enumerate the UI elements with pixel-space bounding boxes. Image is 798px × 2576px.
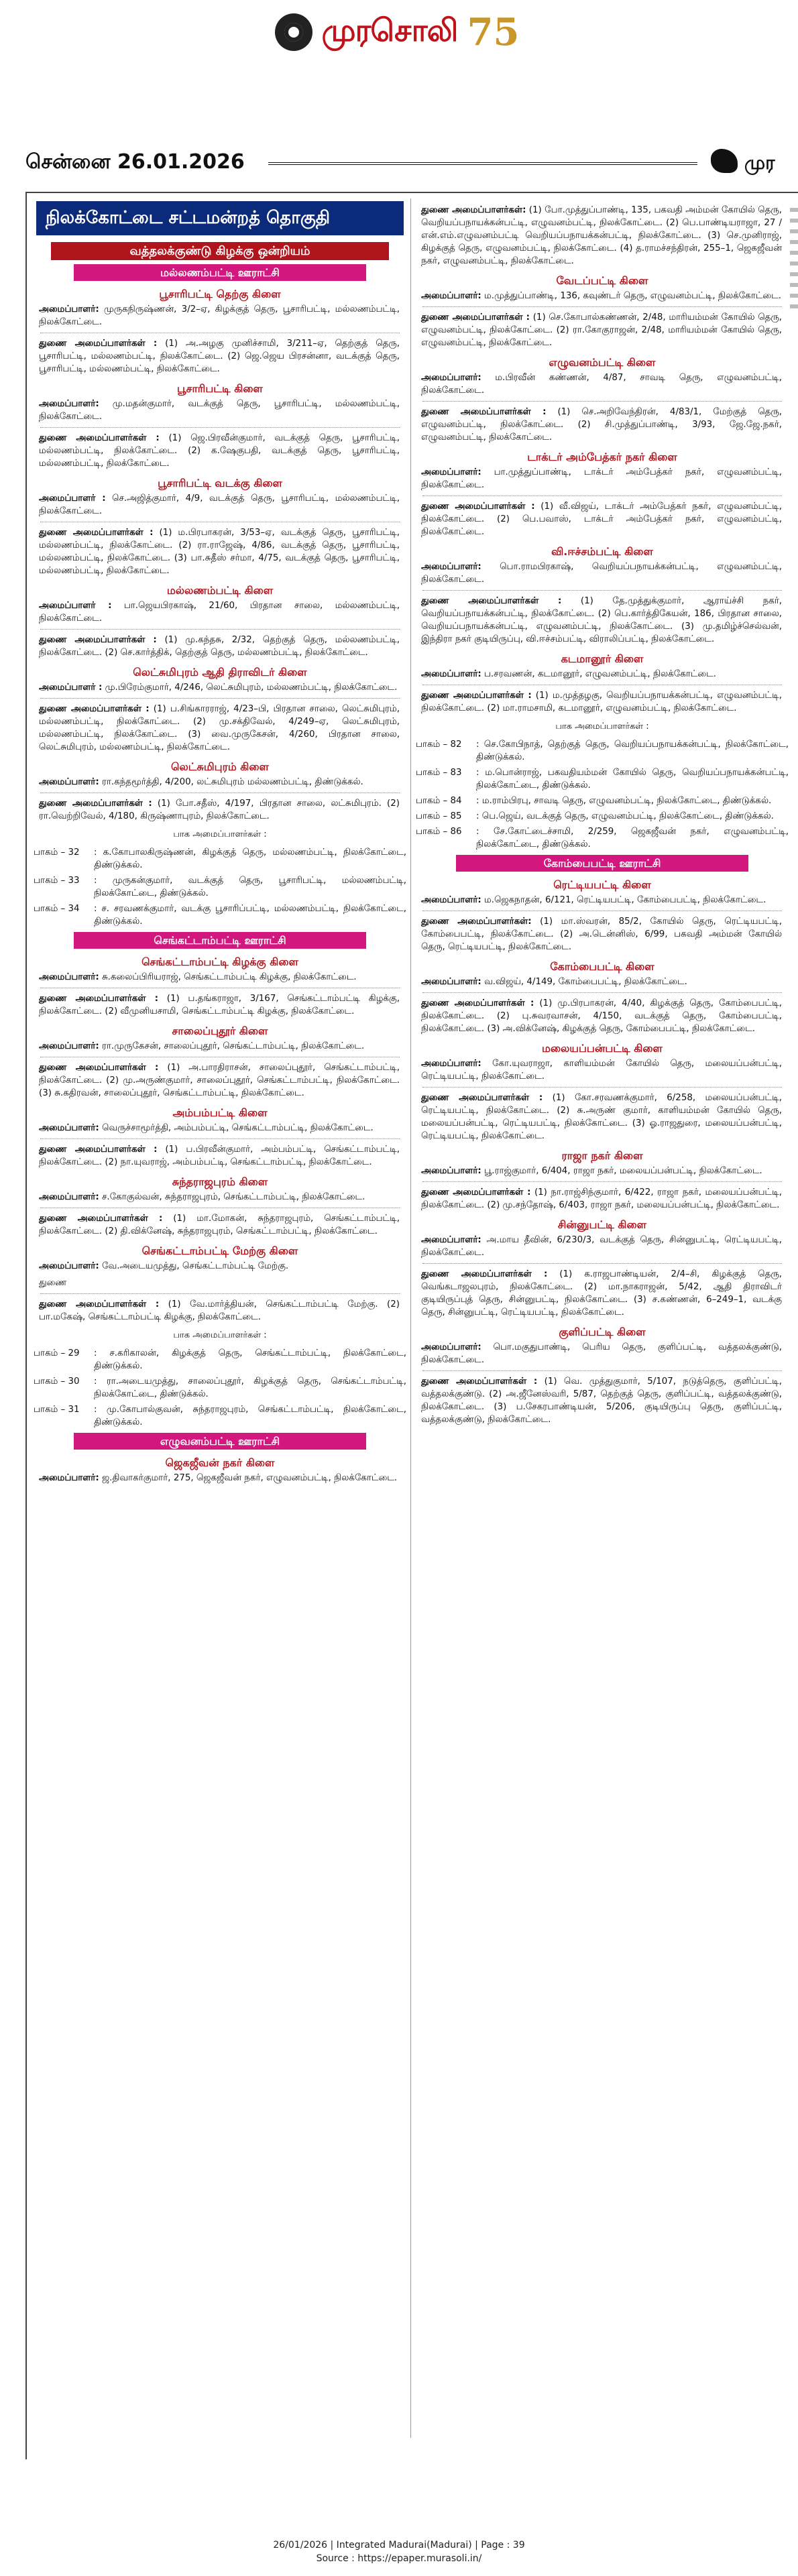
member-details: (1) ப.பிரவீன்குமார், அம்பம்பட்டி, செங்கட்டாம்பட்டி, நிலக்கோட்டை. (2) நா.யுவராஜ், அம்பம்பட்டி, செங்கட்டாம்பட்டி, நிலக்கோட்டை. [39,1145,400,1167]
booth-agent: : க.கோபாலகிருஷ்ணன், கிழக்குத் தெரு, மல்லணம்பட்டி, நிலக்கோட்டை, திண்டுக்கல். [94,847,406,870]
role-label: அமைப்பாளர்: [421,562,481,572]
member-details: ப.சரவணன், கடமானூர், எழுவனம்பட்டி, நிலக்கோட்டை. [481,669,717,679]
footer-edition: 26/01/2026 | Integrated Madurai(Madurai) | Page : 39 [273,2540,525,2551]
branch-heading: ராஜா நகர் கிளை [561,1149,643,1162]
member-details: (1) கோ.சரவணக்குமார், 6/258, மலையப்பன்பட்டி, ரெட்டியபட்டி, நிலக்கோட்டை. (2) சு.அருண் குமார், காளியம்மன் கோயில் தெரு, மலையப்பன்பட்டி, ரெட்டியபட்டி, நிலக்கோட்டை. (3) ஓ.ராஜதுரை, மலையப்பன்பட்டி, ரெட்டியபட்டி, நிலக்கோட்டை. [421,1093,782,1141]
member-entry [421,204,782,268]
member-entry [421,1186,782,1212]
member-details: (1) வே.மார்த்தியன், செங்கட்டாம்பட்டி மேற்கு. (2) பா.மகேஷ், செங்கட்டாம்பட்டி கிழக்கு, நிலக்கோட்டை. [39,1299,400,1322]
branch-heading: மலையப்பன்பட்டி கிளை [542,1042,663,1055]
role-label: அமைப்பாளர்: [421,467,481,477]
booth-entry [34,1403,406,1429]
member-entry [421,311,782,349]
branch-heading: எழுவனம்பட்டி கிளை [549,356,656,369]
role-label: துணை அமைப்பாளர்கள் : [39,1214,163,1224]
booth-agent: : மு.கோபால்குவன், சுந்தராஜபுரம், செங்கட்டாம்பட்டி, நிலக்கோட்டை, திண்டுக்கல். [94,1405,406,1427]
role-label: துணை அமைப்பாளர்கள் : [421,1187,531,1197]
member-entry [421,466,782,491]
branch-heading: செங்கட்டாம்பட்டி கிழக்கு கிளை [141,955,298,968]
dotted-separator [422,1181,782,1182]
booth-number: பாகம் – 86 [416,827,462,837]
member-entry [421,894,782,906]
logo [249,5,545,59]
booth-agent: : செ.கோபிநாத், தெற்குத் தெரு, வெறியப்பநாயக்கன்பட்டி, நிலக்கோட்டை, திண்டுக்கல். [476,740,789,762]
member-details: அ.மாய தீவின், 6/230/3, வடக்குத் தெரு, சின்னுபட்டி, ரெட்டியபட்டி, நிலக்கோட்டை. [421,1235,782,1258]
emblem-icon [275,13,312,51]
role-label: துணை அமைப்பாளர்கள் : [39,1063,159,1073]
brand-name: முரசொலி [321,11,458,48]
member-details: கோ.யுவராஜா, காளியம்மன் கோயில் தெரு, மலையப்பன்பட்டி, ரெட்டியபட்டி, நிலக்கோட்டை. [421,1059,782,1081]
role-label: துணை அமைப்பாளர்கள் : [421,998,534,1008]
member-details: மு.பிரேம்குமார், 4/246, லெட்சுமிபுரம், மல்லணம்பட்டி, நிலக்கோட்டை. [102,683,398,693]
member-details: (1) அ.அழகு முனிச்சாமி, 3/211–ஏ, தெற்குத் தெரு, பூசாரிபட்டி, மல்லணம்பட்டி, நிலக்கோட்டை. (2) ஜெ.ஜெய பிரசன்னா, வடக்குத் தெரு, பூசாரிபட்டி, மல்லணம்பட்டி, நிலக்கோட்டை. [39,339,400,374]
member-details: மு.மதன்குமார், வடக்குத் தெரு, பூசாரிபட்டி, மல்லணம்பட்டி, நிலக்கோட்டை. [39,399,400,422]
booth-section-heading: பாக அமைப்பாளர்கள் : [555,721,649,731]
branch-heading: அம்பம்பட்டி கிளை [172,1106,268,1119]
branch-heading: சுந்தராஜபுரம் கிளை [172,1175,268,1188]
dateline [0,143,798,184]
member-entry [39,337,400,375]
member-entry [421,689,782,715]
role-label: துணை அமைப்பாளர்கள் : [39,704,150,714]
member-entry [39,492,400,518]
member-entry [39,1212,400,1238]
member-details: (1) மு.பிரபாகரன், 4/40, கிழக்குத் தெரு, கோம்பைபட்டி, நிலக்கோட்டை. (2) பு.சுவரவாசன், 4/150, வடக்குத் தெரு, கோம்பைபட்டி, நிலக்கோட்டை. (3) அ.விக்னேஷ், கிழக்குத் தெரு, கோம்பைபட்டி, நிலக்கோட்டை. [421,998,782,1034]
member-entry [421,915,782,953]
booth-entry [416,738,789,764]
member-entry [421,595,782,646]
footer-source: Source : https://epaper.murasoli.in/ [316,2553,482,2564]
member-entry [39,398,400,423]
member-entry [39,681,400,694]
member-entry [39,1472,400,1484]
member-entry [39,971,400,984]
role-label: துணை அமைப்பாளர்கள் : [421,691,532,701]
booth-entry [416,795,789,807]
role-label: துணை அமைப்பாளர்கள் : [421,407,547,417]
member-entry [39,1191,400,1204]
role-label: அமைப்பாளர்: [421,669,481,679]
booth-entry [34,1347,406,1372]
dotted-separator [40,1293,400,1294]
role-label: துணை அமைப்பாளர்கள் : [421,502,535,512]
member-details: வெருச்சாமூர்த்தி, அம்பம்பட்டி, செங்கட்டாம்பட்டி, நிலக்கோட்டை. [99,1123,374,1133]
panchayat-heading: மல்லணம்பட்டி ஊராட்சி [74,264,366,281]
member-details: பூ.ராஜ்குமார், 6/404, ராஜா நகர், மலையப்பன்பட்டி, நிலக்கோட்டை. [481,1166,762,1176]
divider [268,162,697,165]
dotted-separator [40,629,400,630]
member-details: (1) ப.தங்கராஜா, 3/167, செங்கட்டாம்பட்டி கிழக்கு, நிலக்கோட்டை. (2) வீமுனியசாமி, செங்கட்டாம்பட்டி கிழக்கு, நிலக்கோட்டை. [39,994,400,1016]
member-details: (1) நா.ராஜ்சிந்குமார், 6/422, ராஜா நகர், மலையப்பன்பட்டி, நிலக்கோட்டை. (2) மு.சந்தோஷ், 6/403, ராஜா நகர், மலையப்பன்பட்டி, நிலக்கோட்டை. [421,1187,783,1210]
branch-heading: லெட்சுமிபுரம் கிளை [171,760,269,773]
member-details: (1) ம.முத்தழகு, வெறியப்பநாயக்கன்பட்டி, எழுவனம்பட்டி, நிலக்கோட்டை. (2) மா.ராமசாமி, கடமானூர், எழுவனம்பட்டி, நிலக்கோட்டை. [421,691,782,713]
member-entry [421,290,782,302]
member-details: (1) தே.முத்துக்குமார், ஆராய்ச்சி நகர், வெறியப்பநாயக்கன்பட்டி, நிலக்கோட்டை. (2) பெ.கார்த்திகேயன், 186, பிரதான சாலை, வெறியப்பநாயக்கன்பட்டி, எழுவனம்பட்டி, நிலக்கோட்டை. (3) மு.தமிழ்ச்செல்வன், இந்திரா நகர் குடியிருப்பு, வி.ஈச்சம்பட்டி, விராலிப்பட்டி, நிலக்கோட்டை. [421,596,783,644]
branch-heading: குளிப்பட்டி கிளை [559,1326,646,1338]
booth-number: பாகம் – 82 [416,740,462,750]
member-details: (1) ப.சிங்காரராஜ், 4/23–பி, பிரதான சாலை, லெட்சுமிபுரம், மல்லணம்பட்டி, நிலக்கோட்டை. (2) மு.சக்திவேல், 4/249–ஏ, லெட்சுமிபுரம், மல்லணம்பட்டி, நிலக்கோட்டை. (3) வை.முருகேசன், 4/260, பிரதான சாலை, லெட்சுமிபுரம், மல்லணம்பட்டி, நிலக்கோட்டை. [39,704,400,752]
union-heading: வத்தலக்குண்டு கிழக்கு ஒன்றியம் [51,242,389,260]
member-details: ம.முத்துப்பாண்டி, 136, கவுண்டர் தெரு, எழுவனம்பட்டி, நிலக்கோட்டை. [481,291,781,301]
booth-number: பாகம் – 33 [34,876,80,886]
booth-agent: : ரா.அடையமுத்து, சாலைப்புதூர், கிழக்குத் தெரு, செங்கட்டாம்பட்டி, நிலக்கோட்டை, திண்டுக்கல். [94,1377,406,1399]
dotted-separator [422,495,782,496]
dotted-separator [422,1263,782,1264]
member-details: (1) மா.மோகன், சுந்தராஜபுரம், செங்கட்டாம்பட்டி, நிலக்கோட்டை. (2) தி.விக்னேஷ், சுந்தராஜபுரம், செங்கட்டாம்பட்டி, நிலக்கோட்டை. [39,1214,400,1236]
member-entry [39,599,400,625]
booth-section-heading: பாக அமைப்பாளர்கள் : [173,1330,267,1340]
booth-entry [34,874,406,900]
role-label: அமைப்பாளர்: [421,291,481,301]
branch-heading: லெட்சுமிபுரம் ஆதி திராவிடர் கிளை [133,666,307,679]
member-entry [39,432,400,470]
member-details: வ.விஜய், 4/149, கோம்பைபட்டி, நிலக்கோட்டை. [481,977,687,987]
booth-number: பாகம் – 31 [34,1405,80,1415]
branch-heading: பூசாரிபட்டி வடக்கு கிளை [158,477,282,489]
member-entry [421,1092,782,1143]
branch-heading: சின்னுபட்டி கிளை [557,1218,647,1231]
member-details: (1) அ.பாரதிராசன், சாலைப்புதூர், செங்கட்டாம்பட்டி, நிலக்கோட்டை. (2) மு.அருண்குமார், சாலைப்புதூர், செங்கட்டாம்பட்டி, நிலக்கோட்டை. (3) சு.கதிரவன், சாலைப்புதூர், செங்கட்டாம்பட்டி, நிலக்கோட்டை. [39,1063,400,1098]
role-label: துணை அமைப்பாளர்கள் : [39,433,160,443]
dotted-separator [422,590,782,591]
role-label: துணை அமைப்பாளர்கள் : [421,312,530,323]
branch-heading: பூசாரிபட்டி கிளை [177,382,263,395]
member-entry [421,500,782,538]
masthead [0,0,798,64]
branch-heading: ஜெகஜீவன் நகர் கிளை [165,1456,275,1469]
member-details: (1) மு.கந்தசு, 2/32, தெற்குத் தெரு, மல்லணம்பட்டி, நிலக்கோட்டை. (2) செ.கார்த்திக், தெற்குத் தெரு, மல்லணம்பட்டி, நிலக்கோட்டை. [39,635,400,658]
role-label: துணை அமைப்பாளர்கள்: [421,917,532,927]
role-label: அமைப்பாளர்: [39,399,99,409]
member-details: (1) ஜெ.பிரவீன்குமார், வடக்குத் தெரு, பூசாரிபட்டி, மல்லணம்பட்டி, நிலக்கோட்டை. (2) க.ஷேகுபதி, வடக்குத் தெரு, பூசாரிபட்டி, மல்லணம்பட்டி, நிலக்கோட்டை. [39,433,400,469]
branch-heading: சாலைப்புதூர் கிளை [172,1024,268,1037]
booth-entry [416,810,789,823]
dotted-separator [422,1087,782,1088]
masthead-cut-text: முர [744,152,775,174]
column-left [34,201,406,1488]
role-label: அமைப்பாளர்: [39,777,99,787]
branch-heading: டாக்டர் அம்பேத்கர் நகர் கிளை [527,451,677,463]
role-label: அமைப்பாளர்: [421,1342,481,1352]
role-label: துணை அமைப்பாளர்கள் : [421,1269,548,1279]
member-details: (1) வீ.விஜய், டாக்டர் அம்பேத்கர் நகர், எழுவனம்பட்டி, நிலக்கோட்டை. (2) பெ.பவாஸ், டாக்டர் அம்பேத்கர் நகர், எழுவனம்பட்டி, நிலக்கோட்டை. [421,502,783,537]
member-details: (1) செ.கோபால்கண்ணன், 2/48, மாரியம்மன் கோயில் தெரு, எழுவனம்பட்டி, நிலக்கோட்டை. (2) ரா.கோகுராஜன், 2/48, மாரியம்மன் கோயில் தெரு, எழுவனம்பட்டி, நிலக்கோட்டை. [421,312,783,348]
role-label: அமைப்பாளர்: [39,1123,99,1133]
role-label: அமைப்பாளர்: [39,1473,99,1483]
member-entry [421,406,782,444]
booth-agent: : ச. சரவணக்குமார், வடக்கு பூசாரிப்பட்டி, மல்லணம்பட்டி, நிலக்கோட்டை, திண்டுக்கல். [94,904,406,927]
dotted-separator [422,992,782,993]
branch-heading: வேடப்பட்டி கிளை [556,274,648,287]
role-label: அமைப்பாளர் : [39,493,106,504]
role-label: துணை அமைப்பாளர்கள் : [421,596,562,606]
member-details: (1) மா.ஸ்வரன், 85/2, கோயில் தெரு, ரெட்டியபட்டி, கோம்பைபட்டி, நிலக்கோட்டை. (2) அ.டென்னிஸ், 6/99, பகவதி அம்மன் கோயில் தெரு, ரெட்டியபட்டி, நிலக்கோட்டை. [421,917,782,952]
member-entry [39,703,400,754]
booth-agent: : முருகன்குமார், வடக்குத் தெரு, பூசாரிபட்டி, மல்லணம்பட்டி, நிலக்கோட்டை, திண்டுக்கல். [94,876,406,898]
branch-heading: செங்கட்டாம்பட்டி மேற்கு கிளை [141,1244,298,1257]
member-entry [421,371,782,397]
dotted-separator [422,1370,782,1371]
booth-number: பாகம் – 83 [416,768,462,778]
member-details: (1) ம.பிரபாகரன், 3/53–ஏ, வடக்குத் தெரு, பூசாரிபட்டி, மல்லணம்பட்டி, நிலக்கோட்டை. (2) ரா.ராஜேஷ், 4/86, வடக்குத் தெரு, பூசாரிபட்டி, மல்லணம்பட்டி, நிலக்கோட்டை. (3) பா.சுதீஸ் சர்மா, 4/75, வடக்குத் தெரு, பூசாரிபட்டி, மல்லணம்பட்டி, நிலக்கோட்டை. [39,528,400,576]
member-entry [421,1375,782,1426]
role-label: அமைப்பாளர்: [421,1059,481,1069]
member-entry [39,1122,400,1134]
member-entry [39,1298,400,1324]
booth-number: பாகம் – 85 [416,811,462,821]
booth-agent: : ம.பொன்ராஜ், பகவதியம்மன் கோயில் தெரு, வெறியப்பநாயக்கன்பட்டி, நிலக்கோட்டை, திண்டுக்கல். [476,768,789,791]
branch-heading: கடமானூர் கிளை [561,652,644,665]
role-label: அமைப்பாளர்: [421,1235,481,1245]
member-details: பொ.ராமபிரகாஷ், வெறியப்பநாயக்கன்பட்டி, எழுவனம்பட்டி, நிலக்கோட்டை. [421,562,782,585]
member-entry [39,1040,400,1053]
member-details: (1) க.ராஜபாண்டியன், 2/4–சி, கிழக்குத் தெரு, வெங்கடாஜலபுரம், நிலக்கோட்டை. (2) மா.நாகராஜன், 5/42, ஆதி திராவிடர் குடியிருப்புத் தெரு, சின்னுபட்டி, நிலக்கோட்டை. (3) ச.கண்ணன், 6–249–1, வடக்கு தெரு, சின்னுபட்டி, ரெட்டியபட்டி, நிலக்கோட்டை. [421,1269,782,1318]
booth-agent: : சே.கோட்டைச்சாமி, 2/259, ஜெகஜீவன் நகர், எழுவனம்பட்டி, நிலக்கோட்டை, திண்டுக்கல். [476,827,789,850]
dotted-separator [422,306,782,307]
branch-heading: மல்லணம்பட்டி கிளை [166,584,274,597]
dotted-separator [40,1138,400,1139]
booth-entry [416,825,789,851]
member-details: (1) போ.சதீஸ், 4/197, பிரதான சாலை, லட்சுமிபுரம். (2) ரா.வெற்றிவேல், 4/180, கிருஷ்ணாபுரம், நிலக்கோட்டை. [39,799,400,821]
member-details: ரா.கந்தமூர்த்தி, 4/200, லட்சுமிபுரம் மல்லணம்பட்டி, திண்டுக்கல். [99,777,363,787]
member-details: ஜ.திவாகர்குமார், 275, ஜெகஜீவன் நகர், எழுவனம்பட்டி, நிலக்கோட்டை. [99,1473,398,1483]
member-entry [39,634,400,659]
role-label: அமைப்பாளர்: [39,1261,99,1271]
role-label: அமைப்பாளர்: [39,972,99,982]
role-label: துணை அமைப்பாளர்கள் : [39,799,152,809]
city-date: சென்னை 26.01.2026 [25,150,245,174]
member-entry [421,1057,782,1083]
role-label: அமைப்பாளர் : [39,683,103,693]
member-entry [421,1341,782,1366]
member-entry [421,1165,782,1177]
role-label: துணை அமைப்பாளர்கள் : [39,339,158,349]
bird-logo-icon [711,149,738,173]
member-details: ம.ஜெகநாதன், 6/121, ரெட்டியபட்டி, கோம்பைபட்டி, நிலக்கோட்டை. [481,895,766,905]
role-label: அமைப்பாளர்: [39,1192,99,1202]
dotted-separator [40,698,400,699]
member-details: பா.முத்துப்பாண்டி, டாக்டர் அம்பேத்கர் நகர், எழுவனம்பட்டி, நிலக்கோட்டை. [421,467,782,490]
member-details: முருகநிருஷ்ணன், 3/2–ஏ, கிழக்குத் தெரு, பூசாரிபட்டி, மல்லணம்பட்டி, நிலக்கோட்டை. [39,304,400,327]
member-entry [421,976,782,988]
booth-agent: : ம.ராம்பிரபு, சாவடி தெரு, எழுவனம்பட்டி, நிலக்கோட்டை, திண்டுக்கல். [476,796,772,806]
booth-number: பாகம் – 34 [34,904,80,914]
branch-heading: ரெட்டியபட்டி கிளை [553,878,651,891]
booth-number: பாகம் – 29 [34,1348,80,1358]
booth-section-heading: பாக அமைப்பாளர்கள் : [173,829,267,839]
member-entry [39,1143,400,1169]
booth-entry [34,902,406,928]
member-details: (1) வெ. முத்துகுமார், 5/107, நடுத்தெரு, குளிப்பட்டி, வத்தலக்குண்டு. (2) அ.ஜீனேஸ்வரி, 5/87, தெற்குத் தெரு, குளிப்பட்டி, வத்தலக்குண்டு, நிலக்கோட்டை. (3) ப.சேகரபாண்டியன், 5/206, குடியிருப்பு தெரு, குளிப்பட்டி, வத்தலக்குண்டு, நிலக்கோட்டை. [421,1377,782,1425]
booth-number: பாகம் – 32 [34,847,80,858]
member-entry [39,526,400,577]
panchayat-heading: எழுவனம்பட்டி ஊராட்சி [74,1433,366,1450]
role-label: அமைப்பாளர்: [421,1166,481,1176]
role-label: துணை அமைப்பாளர்கள் : [39,1299,160,1309]
member-entry [39,776,400,788]
role-label: துணை அமைப்பாளர்கள்: [421,205,526,215]
member-entry [39,303,400,329]
member-entry [421,668,782,681]
anniversary-badge: 75 [467,10,520,54]
role-label: அமைப்பாளர்: [39,1041,99,1051]
role-label: அமைப்பாளர்: [421,895,481,905]
role-label: துணை அமைப்பாளர்கள் : [39,1145,158,1155]
branch-heading: பூசாரிபட்டி தெற்கு கிளை [159,288,281,300]
booth-entry [416,766,789,792]
member-details: (1) போ.முத்துப்பாண்டி, 135, பகவதி அம்மன் கோயில் தெரு, வெறியப்பநாயக்கன்பட்டி, எழுவனம்பட்டி, நிலக்கோட்டை. (2) பெ.பாண்டியராஜா, 27 / என்.எம்.எழுவனம்பட்டி வெறியப்பநாயக்கன்பட்டி, நிலக்கோட்டை. (3) செ.முனிராஜ், கிழக்குத் தெரு, எழுவனம்பட்டி, நிலக்கோட்டை. (4) த.ராமச்சந்திரன், 255–1, ஜெகஜீவன் நகர், எழுவனம்பட்டி, நிலக்கோட்டை. [421,205,782,266]
panchayat-heading: கோம்பைபட்டி ஊராட்சி [456,855,748,872]
role-label: துணை அமைப்பாளர்கள் : [421,1093,543,1103]
member-entry [421,997,782,1035]
member-entry [39,1061,400,1100]
member-details: (1) செ.அறிவேந்திரன், 4/83/1, மேற்குத் தெரு, எழுவனம்பட்டி, நிலக்கோட்டை. (2) சி.முத்துப்பாண்டி, 3/93, ஜே.ஜே.நகர், எழுவனம்பட்டி, நிலக்கோட்டை. [421,407,783,443]
booth-entry [34,846,406,872]
booth-entry [34,1375,406,1401]
branch-heading: வி.ஈச்சம்பட்டி கிளை [551,545,653,558]
booth-number: பாகம் – 30 [34,1377,80,1387]
booth-number: பாகம் – 84 [416,796,462,806]
member-details: சு.கலைப்பிரியராஜ், செங்கட்டாம்பட்டி கிழக்கு, நிலக்கோட்டை. [99,972,357,982]
member-details: ச.கோகுல்வன், சுந்தராஜபுரம், செங்கட்டாம்பட்டி, நிலக்கோட்டை. [99,1192,365,1202]
member-details: ரா.முருகேசன், சாலைப்புதூர், செங்கட்டாம்பட்டி, நிலக்கோட்டை. [99,1041,365,1051]
role-label: அமைப்பாளர் : [39,601,112,611]
member-details: பொ.மகுதுபாண்டி, பெரிய தெரு, குளிப்பட்டி, வத்தலக்குண்டு, நிலக்கோட்டை. [421,1342,782,1365]
dotted-separator [40,427,400,428]
role-label: துணை அமைப்பாளர்கள் : [421,1377,538,1387]
role-label: அமைப்பாளர்: [421,373,481,383]
next-column-fragment [790,201,798,2454]
member-entry [421,1268,782,1319]
role-label: அமைப்பாளர்: [39,304,99,314]
member-entry [421,561,782,586]
column-divider [410,198,411,2438]
text-line: துணை [39,1278,67,1288]
member-entry [39,992,400,1018]
booth-agent: : பெ.ஜெய், வடக்குத் தெரு, எழுவனம்பட்டி, நிலக்கோட்டை, திண்டுக்கல். [476,811,774,821]
member-details: செ.அஜித்குமார், 4/9, வடக்குத் தெரு, பூசாரிபட்டி, மல்லணம்பட்டி, நிலக்கோட்டை. [39,493,400,516]
panchayat-heading: செங்கட்டாம்பட்டி ஊராட்சி [74,932,366,949]
branch-heading: கோம்பைபட்டி கிளை [550,960,654,973]
role-label: துணை அமைப்பாளர்கள் : [39,635,157,645]
dotted-separator [422,401,782,402]
constituency-title: நிலக்கோட்டை சட்டமன்றத் தொகுதி [36,201,404,235]
page-footer [0,2538,798,2565]
member-details: பா.ஜெயபிரகாஷ், 21/60, பிரதான சாலை, மல்லணம்பட்டி, நிலக்கோட்டை. [39,601,400,624]
member-entry [421,1234,782,1259]
role-label: துணை அமைப்பாளர்கள் : [39,994,158,1004]
member-details: ம.பிரவீன் கண்ணன், 4/87, சாவடி தெரு, எழுவனம்பட்டி, நிலக்கோட்டை. [421,373,782,396]
member-details: வே.அடையமுத்து, செங்கட்டாம்பட்டி மேற்கு. [99,1261,289,1271]
member-entry [39,1260,400,1273]
role-label: துணை அமைப்பாளர்கள் : [39,528,154,538]
column-right [416,201,789,1430]
booth-agent: : ச.கரிகாலன், கிழக்குத் தெரு, செங்கட்டாம்பட்டி, நிலக்கோட்டை, திண்டுக்கல். [94,1348,406,1371]
member-entry [39,797,400,823]
role-label: அமைப்பாளர்: [421,977,481,987]
